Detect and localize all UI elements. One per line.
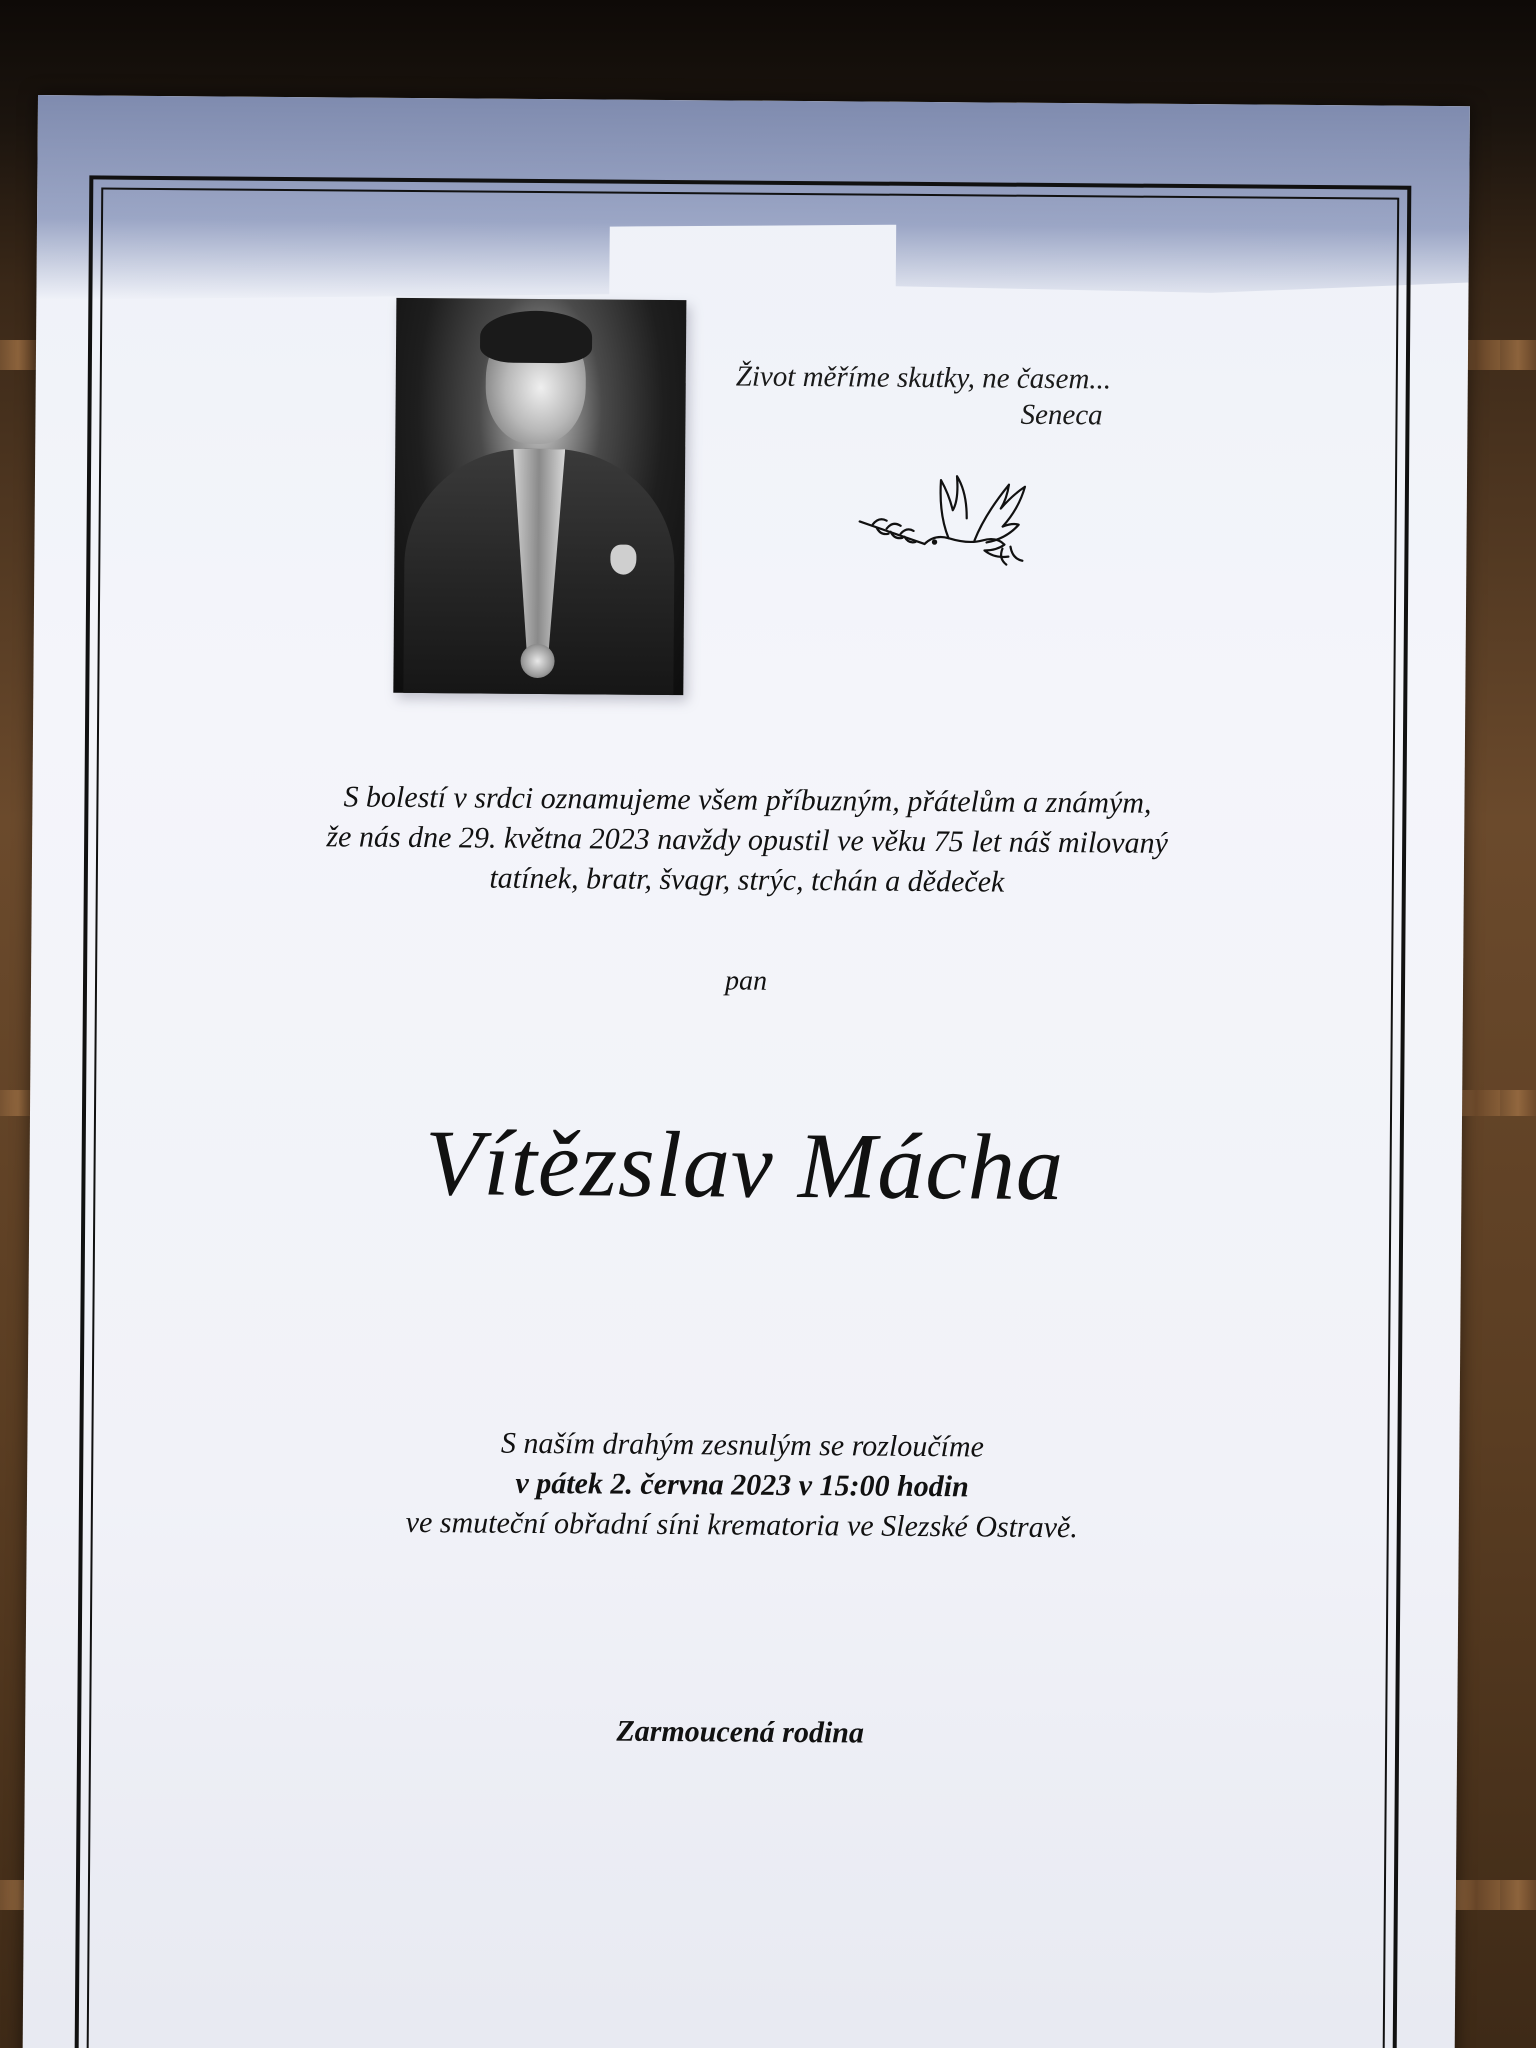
announcement (182, 776, 1313, 905)
salutation: pan (724, 965, 768, 997)
epigraph (735, 358, 1216, 434)
jacket-badge (610, 545, 636, 575)
dove-with-olive-branch-icon (854, 461, 1055, 583)
portrait-photo (393, 298, 686, 695)
funeral-details (177, 1421, 1308, 1550)
announcement-line: že nás dne 29. května 2023 navždy opustil ve věku 75 let náš milovaný (326, 820, 1169, 860)
obituary-notice (22, 95, 1470, 2048)
epigraph-text: Život měříme skutky, ne časem... (735, 360, 1112, 396)
funeral-intro: S naším drahým zesnulým se rozloučíme (500, 1426, 985, 1464)
signature: Zarmoucená rodina (616, 1714, 865, 1750)
medal (520, 644, 554, 678)
announcement-line: tatínek, bratr, švagr, strýc, tchán a dědeček (489, 861, 1005, 899)
funeral-location: ve smuteční obřadní síni krematoria ve Slezské Ostravě. (405, 1505, 1078, 1545)
funeral-date-time: v pátek 2. června 2023 v 15:00 hodin (515, 1466, 969, 1504)
deceased-name: Vítězslav Mácha (424, 1111, 1065, 1221)
announcement-line: S bolestí v srdci oznamujeme všem příbuzným, přátelům a známým, (343, 780, 1152, 820)
epigraph-author: Seneca (1020, 398, 1103, 432)
portrait-hair (480, 310, 592, 363)
